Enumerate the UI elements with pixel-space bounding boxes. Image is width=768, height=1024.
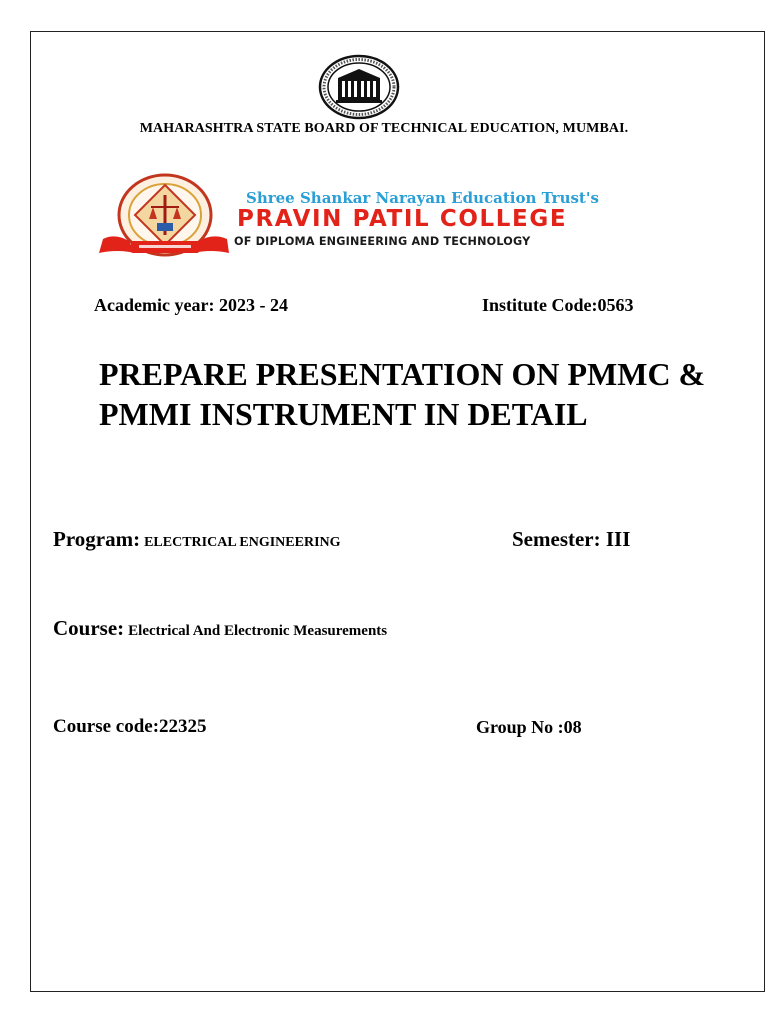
semester: Semester: III [512, 527, 631, 551]
college-emblem-icon [95, 171, 230, 257]
college-name: PRAVIN PATIL COLLEGE [237, 206, 568, 232]
course-code: Course code:22325 [53, 716, 207, 737]
college-subtitle: OF DIPLOMA ENGINEERING AND TECHNOLOGY [234, 235, 531, 248]
program-row [53, 527, 341, 552]
program-label: Program: [53, 527, 141, 551]
trust-name: Shree Shankar Narayan Education Trust's [246, 189, 599, 207]
course-value: Electrical And Electronic Measurements [128, 623, 388, 639]
institute-code: Institute Code:0563 [482, 295, 634, 315]
academic-year: Academic year: 2023 - 24 [94, 295, 288, 315]
page-title [99, 354, 705, 434]
msbte-seal-icon [318, 54, 400, 120]
title-line-2: PMMI INSTRUMENT IN DETAIL [99, 396, 588, 432]
board-name: MAHARASHTRA STATE BOARD OF TECHNICAL EDUCATION, MUMBAI. [139, 121, 629, 136]
program-value: ELECTRICAL ENGINEERING [144, 535, 341, 550]
group-number: Group No :08 [476, 717, 582, 737]
title-line-1: PREPARE PRESENTATION ON PMMC & [99, 356, 706, 392]
course-label: Course: [53, 616, 125, 640]
course-row [53, 616, 387, 641]
